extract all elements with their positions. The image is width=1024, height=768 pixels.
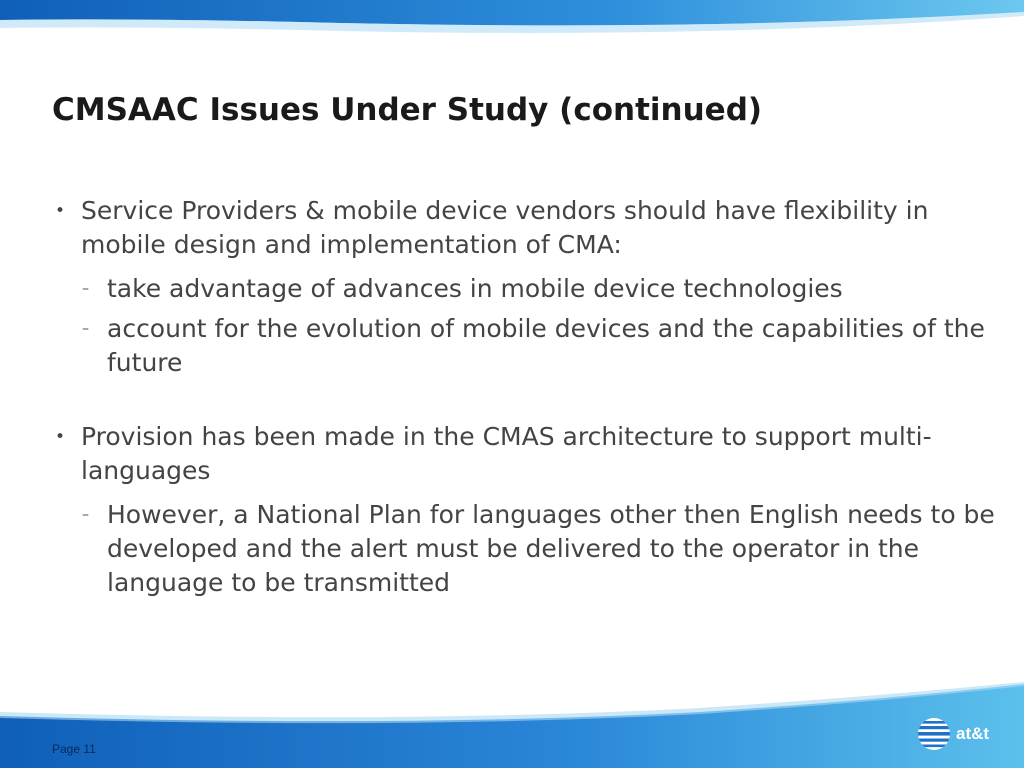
bullet-item [55,420,995,488]
bullet-marker: • [55,427,66,447]
spacer [55,380,995,420]
sub-bullet-item [55,498,995,600]
sub-bullet-item [55,312,995,380]
bullet-text: Service Providers & mobile device vendors should have flexibility in mobile design and implementation of CMA: [81,196,929,259]
dash-marker: – [82,321,89,337]
att-logo [916,716,989,752]
sub-bullet-text: take advantage of advances in mobile device technologies [107,274,843,303]
sub-bullet-item [55,272,995,306]
att-globe-icon [916,716,952,752]
page-number: Page 11 [52,742,96,756]
dash-marker: – [82,281,89,297]
slide-title: CMSAAC Issues Under Study (continued) [52,92,763,128]
bullet-marker: • [55,201,66,221]
bullet-text: Provision has been made in the CMAS architecture to support multi-languages [81,422,932,485]
logo-wordmark: at&t [956,724,990,743]
dash-marker: – [82,507,89,523]
sub-bullet-text: However, a National Plan for languages other then English needs to be developed and the alert must be delivered to the operator in the language to be transmitted [107,500,995,597]
top-header-band [0,0,1024,60]
bullet-item [55,194,995,262]
bottom-footer-band [0,682,1024,768]
sub-bullet-text: account for the evolution of mobile devices and the capabilities of the future [107,314,985,377]
slide-body [55,194,995,600]
